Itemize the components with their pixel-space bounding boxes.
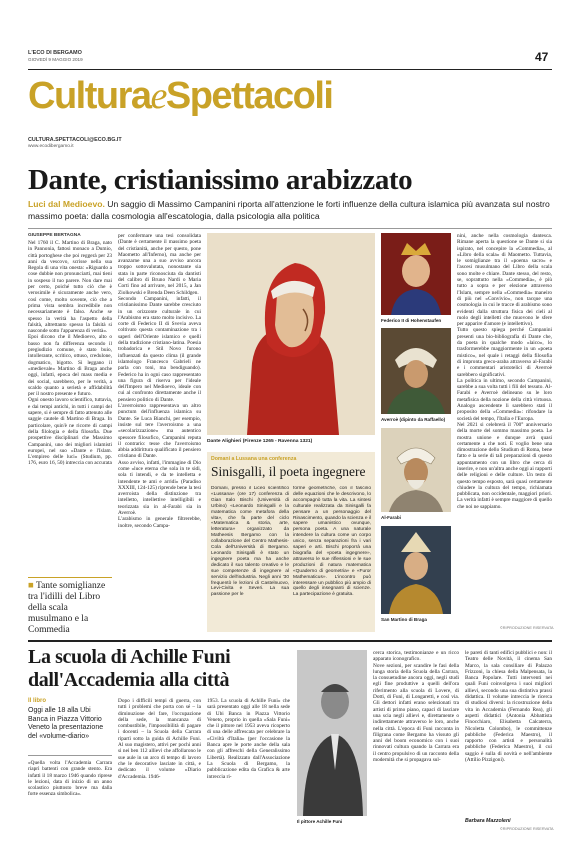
averroe-portrait <box>381 328 451 414</box>
conference-kicker: Domani a Lussana una conferenza <box>211 456 297 462</box>
conference-headline: Sinisgalli, il poeta ingegnere <box>211 464 366 479</box>
averroe-caption: Averroè (dipinto da Raffaello) <box>381 417 446 422</box>
article2-headline-line2: dall'Accademia alla città <box>28 669 230 691</box>
federico-drawing <box>381 233 451 315</box>
dante-portrait-drawing <box>207 233 375 435</box>
averroe-drawing <box>381 328 451 414</box>
alfarabi-caption: Al-Farabi <box>381 515 401 520</box>
funi-photo-caption: Il pittore Achille Funi <box>297 819 343 824</box>
section-title-e: e <box>150 75 166 117</box>
martino-caption: San Martino di Braga <box>381 617 427 622</box>
dante-portrait <box>207 233 375 435</box>
section-email[interactable]: CULTURA.SPETTACOLI@ECO.BG.IT <box>28 137 122 143</box>
section-title <box>28 74 332 118</box>
article2-column-3: 1953. La scuola di Achille Funi» che sarà presentato oggi alle 18 nella sede di Ubi Banca in Piazza Vittorio Veneto, proprio in quella «Sala Funi» che il pittore nel 1953 aveva ricoperto di una delle affrescata per celebrare la «Civiltà d'Italia» (per l'occasione la Banca apre le porte anche della sala con gli affreschi della Generalissimo Libertà). Realizzato dall'Associazione La Scuola di Bergamo, la pubblicazione edita da Grafica & arte intreccia ri- <box>207 698 290 780</box>
dante-portrait-caption: Dante Alighieri (Firenze 1265 - Ravenna 1321) <box>207 439 313 444</box>
alfarabi-drawing <box>381 428 451 512</box>
copyright-1: ©RIPRODUZIONE RISERVATA <box>500 626 554 630</box>
federico-portrait <box>381 233 451 315</box>
issue-date: GIOVEDÌ 9 MAGGIO 2019 <box>28 57 83 62</box>
article-column-1: Nel 1760 il C. Martino di Braga, nato in Pannonia, fattosi monaco a Dumio, città portoghese che poi reggerà per 23 anni da vescovo, scrisse nella sua Regola di una vita onesta: «Riguardo a cose dubbie non pronunciarti, mai tieni in sospeso il tuo parere. Non dare mai per certo, poiché tutto ciò che è verosimile è sicuramente anche vero, così come, molto sovente, ciò che a prima vista sembra incredibile non necessariamente è falso. Anche se spesso la verità ha l'aspetto della falsità, altrettanto spesso la falsità si nasconde sotto l'apparenza di verità». Epoi dicono che il Medioevo, alto o basso non fa differenza secondo il pregiudizio comune, è stato buio, intollerante, scritico, ottuso, credulone, dogmatico, bigotto. Si leggano il «medievale» Martino di Braga anche oggi, infatti, epoca del mass media e dei social, sarebbero, per le verità, a scaldo quanto a serietà e affidabilità per il nostro presente e futuro. Ogni onesto lavoro scientifico, tuttavia, e dai tempi antichi, in tutti i campi del sapere, si è sempre di fatto attenuto alle saggie cautele di Martino di Braga. In particolare, quin'è ne ricorre di campi della filologia e della filosofia. Due prospettive disciplinari che Massimo Campanini, uno dei migliori islamisti europei, nel suo «Dante e l'Islam. L'empireo delle luci» (Studium, pp. 176, euro 16, 50) intreccia con accurata <box>28 240 112 467</box>
conference-box <box>207 452 375 632</box>
alfarabi-portrait <box>381 428 451 512</box>
page-number: 47 <box>535 50 549 64</box>
byline: GIUSEPPE BERTAGNA <box>28 233 81 238</box>
conference-column-1: Domani, presso il Liceo scientifico «Lussana» (ore 17) conferenza di Gian Italo Bischi (Università di Urbino) «Leonardo Sinisgalli e la matematica come metafora della vita», che fa parte del ciclo «Matematica & storia, arte, letteratura» organizzato da Matheesis Bergamo con la collaborazione del Centro Mathesis-Cola dell'Università di Bergamo. Leonardo Sinisgalli è stato un ingegnere poeta ma ha anche dedicato il suo talento creativo e le sue competenze di ingegnere al servizio dell'industria. Negli anni '30 frequentò le lezioni di Castelnuovo, Levi-Civita e Severi. La sua passione per le <box>211 486 289 598</box>
article2-column-2: Dopo i difficili tempi di guerra, con tutti i problemi che porta con sé – la diminuzione del fare, l'occupazione della sede, la mancanza di combustibile, l'impossibilità di pagare i docenti – la Scuola della Carrara ripartì sotto la guida di Achille Funi. Al suo magistero, attivi per pochi anni si nei ben 112 allievi che affollarono le sue aule in un arco di tempo di lavoro che le decorative lasciate in città, e dedicato il volume «Diario d'Accademia. 1946- <box>118 698 201 780</box>
section-title-spettacoli: Spettacoli <box>165 75 333 117</box>
pull-quote <box>28 577 112 636</box>
article2-headline-line1: La scuola di Achille Funi <box>28 646 231 668</box>
section-site[interactable]: www.ecodibergamo.it <box>28 144 74 149</box>
article2-column-5: le pareti di tanti edifici pubblici e non: il Teatro delle Novità, il cinema San Marco, la sala consiliare di Palazzo Frizzoni, la chiesa della Malpensata, la Banca Popolare. Tutti interventi nei quali Funi coinvolgeva i suoi migliori allievi, secondo una sua distintiva prassi didattica. Il volume intreccia le ricerca di studiosi diversi: la ricostruzione della vita in Accademia (Fernando Rea), gli aspetti didattici (Antonia Abbattista Finocchiaro, Elisabetta Calcaterra, Nicoletta Colombo), le committenze pubbliche (Federica Maestro), il rapporto con artisti e personalità pubbliche (Federica Maestro), il cui saggio è sulla di novità e nell'ambiente (Attilio Pizzigoni). <box>465 650 552 764</box>
article-column-2: per confermare una tesi consolidata (Dante è certamente il massimo poeta del cristianità, anche per questo, pone Maometto all'Inferno), ma anche per avanzarne una a suo avviso ancora troppo sottovalutata, nonostante sia stata in parte riconosciuta da dantisti del calibro di Bruno Nardi o Maria Corti fino ad arrivare, nel 2015, a Jan Ziolkowski e Brenda Deen Schildgen. Secondo Campanini, infatti, il cristianissimo Dante sarebbe cresciuto in un orizzonte culturale in cui l'Arabismo era stato molto incisivo. La corte di Federico II di Svevia aveva coltivato questa contaminazione tra i saperi dell'Oriente islamico e quelli della tradizione cristiano-latina. Poesia trobadorica e Stil Novo furono influenzati da questo clima (il grande islamologo Francesco Gabrieli ne parla con toni, ma bendiguando). Federico ha in ogni caso rappresentato una figura di riserva per l'ideale dell'Impero nel Medioevo, ideale con cui al confronto direttamente anche il pensiero politico di Dante. L'averroismo rappresentava un altro punctum dell'influenza islamica su Dante. Se Luca Bianchi, per esempio, insiste sul tere l'averroismo a una «secolarizzazione» ma autentico spessore filosofico, Campanini reputa il contrario: tesse che l'averroismo abbia addirittura qualificato il pensiero cristiano di Dante. Asso avviso, infatti, l'immagine di Dio come «luce eterna che sola in te sidi, sola ti intendi, e da te intelletta e intendente te ami e arridi» (Paradiso XXXIII, 124-125) riprende bene la tesi averroista della distinzione tra intelletto, intellettive intelligibili e teorizzata sia in al-Farabi sia in Averroè. L'arabismo in generale filtrerebbe, inoltre, secondo Campa- <box>118 233 201 529</box>
article-deck: Un saggio di Massimo Campanini riporta all'attenzione le forti influenze della cultura islamica più avanzata sul nostro massimo poeta: dalla cosmologia all'escatologia, dalla psicologia alla politica <box>28 199 550 221</box>
section-title-cultura: Cultura <box>28 75 151 117</box>
pull-quote-mark: ■ <box>28 581 36 591</box>
copyright-2: ©RIPRODUZIONE RISERVATA <box>500 827 554 831</box>
article2-signature: Barbara Mazzoleni <box>465 818 511 824</box>
article-subhead <box>28 199 552 222</box>
federico-caption: Federico II di Hohenstaufen <box>381 318 442 323</box>
article2-column-4: cerca storica, testimonianze e un ricco apparato iconografico. Nove sezioni, per scandire le fasi della lunga storia della Scuola della Carrara, la consuetudine ancora oggi, negli studi egli fine produttive a quelli dell'ora riferimento alla scuola di Lovere, di Dotti, di Funi, di Longaretti, e così via. Gli dettori infatti erano selezionati tra artisti di primo piano, capaci di lasciare una scia negli allievi e, direttamente o indirettamente attraverso le loro, anche nella città. L'epoca di Funi racconta in filigrana come Bergamo ha vissuto gli anni del boom economico con i suoi rinnovati cultura quando la Carrara era il centro propulsivo di un racconto della modernità che si propagava sul- <box>373 650 459 764</box>
article2-summary: Oggi alle 18 alla Ubi Banca in Piazza Vittorio Veneto la presentazione del «volume-diario» <box>28 707 104 740</box>
article2-kicker: Il libro <box>28 698 46 704</box>
funi-photo <box>297 650 367 816</box>
article-kicker: Luci dal Medioevo. <box>28 199 105 209</box>
article-headline: Dante, cristianissimo arabizzato <box>28 164 413 196</box>
conference-column-2: forme geometriche, con il fascino delle equazioni che le descrivono, lo accompagnò tutta la vita. La sintesi culturale realizzata da Sinisgalli fa pensare a un personaggio del Rinascimento, quando la scienza e il sapere umanistico ovunque, persona poeta. A una naturale intendere la cultura come un corpo unico, senza separazioni fra i vari saperi e arti. Bischi proporrà una biografia del «poeta ingegnere», attraverso le sue riflessioni e le sue produzioni di natura matematica «Quaderno di geometria» e «Furor Mathematicus». L'incontro può interessare un pubblico più ampio di quello degli insegnanti di scienze. La partecipazione è gratuita. <box>293 486 371 598</box>
martino-drawing <box>381 526 451 614</box>
paper-name: L'ECO DI BERGAMO <box>28 50 82 56</box>
article2-column-1: «Quella volta l'Accademia Carrara riaprì battenti con grande stento. Era infatti il 18 marzo 1946 quando riprese le lezioni, data di inizio di un anno scolastico piuttosto breve ma dalla forte essenza simbolica». <box>28 760 112 798</box>
article-column-4: nini, anche nella cosmologia dantesca. Rimane aperta la questione se Dante si sia ispirato, nel concepire la «Commedia», al «Libro della scala» di Maometto. Tuttavia, le somiglianze tra il «poema sacro» e l'ascesi musulmano del Libro della scala sono molte e chiare. Dante stesso, del resto, se, soprattutto nella «Commedia», è più tutto a sopra e per elezione attraverso l'Islam, sempre nella «Commedia» maneiro di più nel «Convivio», non tacque una cosmologia in cui le tracce di arabismo sono evidenti dalla struttura fisica dei cieli al ruolo degli intelletti che muovono le sfere per apparire d'amore (e intellettivo). Tutto questo spiega perché Campanini presenti una bio-bibliografia di Dante che, da poeta in qualche modo «laico», lo trasformerebbe maggiormente in un «poeta mistico», nel quale i retaggi della filosofia di impronta greco-araba attraverso al-Farabi e i commentari aristotelici di Averroè sarebbero significativi. La politica in ultimo, secondo Campanini, sarebbe a sua volta tutti i fili del tessuto. Al-Farabi e Averroè delineano su le loro metafisica della nozione della città virtuosa. Analogo ascendente li sarebbero stati il proposito della «Commedia»: rifondare la società del tempo, l'Italia e l'Europa. Nel 2021 si celebrerà il 700° anniversario della morte del sommo massimo poeta. Le mostra unione e dunque avrà quasi certamente a che noti. E voglio bene una dimostrazione dello Studium di Roma, bene fatto e la serie di tali preparazioni di questo appuntamento con un libro che cerca di inserire, e non un'altra anche oggi ai rapporti delle religioni e delle culture. Un testo di questo tempo esposto, sarà quasi certamente chiudere la cultura del tempo, richiamata pubblicata, non occidentale, maggiori priori. La verità infatti è sempre maggiore di quello che noi ne sappiamo. <box>457 233 552 510</box>
martino-portrait <box>381 526 451 614</box>
funi-photo-drawing <box>297 650 367 816</box>
pull-quote-text: Tante somiglianze tra l'idilli del Libro della scala musulmano e la Commedia <box>28 581 106 635</box>
article2-headline <box>28 646 288 692</box>
